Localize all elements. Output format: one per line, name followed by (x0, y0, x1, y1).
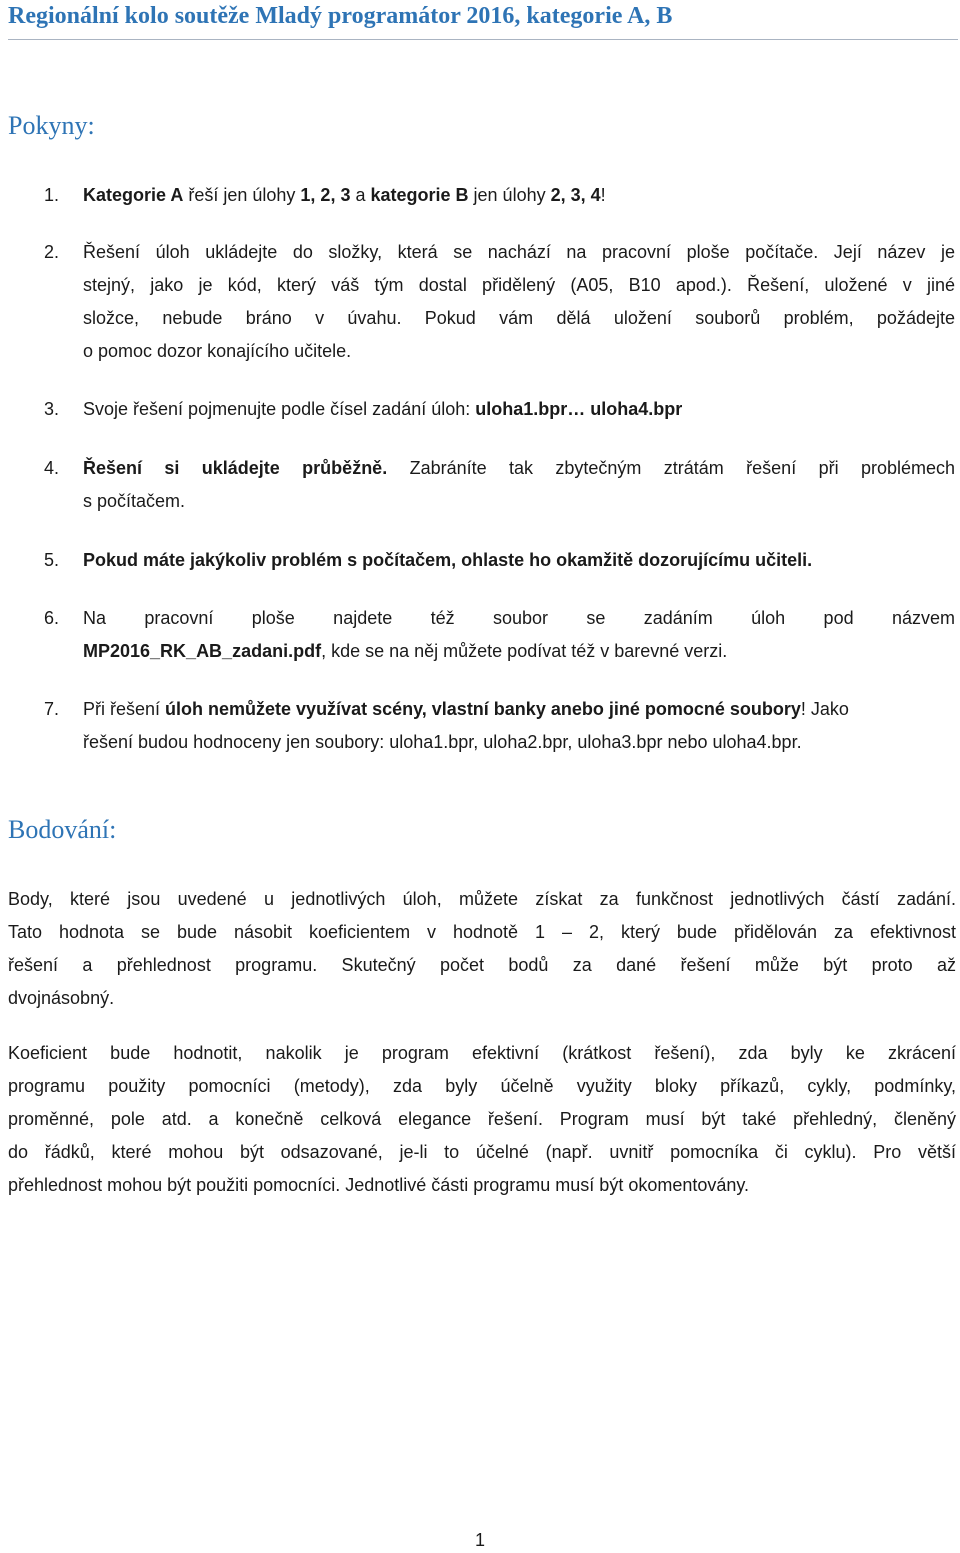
bold-text: 2, 3, 4 (550, 185, 601, 205)
text-line (83, 635, 955, 668)
title-divider (8, 39, 958, 40)
item-number: 2. (44, 242, 60, 262)
text-line: o pomoc dozor konajícího učitele. (83, 341, 352, 361)
text-run: Svoje řešení pojmenujte podle čísel zadání úloh: (83, 399, 476, 419)
item-number: 5. (44, 550, 60, 570)
text-line: Tato hodnota se bude násobit koeficientem v hodnotě 1 – 2, který bude přidělován za efektivnost (8, 922, 956, 942)
text-run: a (350, 185, 371, 205)
text-line: s počítačem. (83, 491, 186, 511)
item-text: Pokud máte jakýkoliv problém s počítačem, ohlaste ho okamžitě dozorujícímu učiteli. (83, 550, 813, 570)
text-line: dvojnásobný. (8, 988, 115, 1008)
bold-text: kategorie B (370, 185, 469, 205)
item-number: 6. (44, 608, 60, 628)
item-number: 3. (44, 399, 60, 419)
item-text (83, 693, 955, 759)
item-text (83, 393, 955, 426)
item-text (83, 452, 955, 518)
bold-text: 1, 2, 3 (300, 185, 351, 205)
text-run: ! (600, 185, 606, 205)
text-run: jen úlohy (468, 185, 551, 205)
text-line: programu použity pomocníci (metody), zda byly účelně využity bloky příkazů, cykly, podmínky, (8, 1076, 956, 1096)
bold-text: Kategorie A (83, 185, 184, 205)
text-run: ! Jako (800, 699, 849, 719)
text-line: složce, nebude bráno v úvahu. Pokud vám dělá uložení souborů problém, požádejte (83, 308, 955, 328)
item-text (83, 602, 955, 668)
text-line: Koeficient bude hodnotit, nakolik je program efektivní (krátkost řešení), zda byly ke zkrácení (8, 1043, 956, 1063)
text-line: řešení budou hodnoceny jen soubory: uloha1.bpr, uloha2.bpr, uloha3.bpr nebo uloha4.bpr. (83, 732, 802, 752)
text-line: řešení a přehlednost programu. Skutečný počet bodů za dané řešení může být proto až (8, 955, 956, 975)
text-line: proměnné, pole atd. a konečně celková elegance řešení. Program musí být také přehledný, členěný (8, 1109, 956, 1129)
text-line: přehlednost mohou být použiti pomocníci. Jednotlivé části programu musí být okomentovány. (8, 1175, 750, 1195)
text-line: Body, které jsou uvedené u jednotlivých úloh, můžete získat za funkčnost jednotlivých částí zadání. (8, 889, 956, 909)
bold-text: uloha1.bpr… uloha4.bpr (475, 399, 683, 419)
text-run: , kde se na něj můžete podívat též v barevné verzi. (321, 641, 728, 661)
text-run: Při řešení (83, 699, 166, 719)
text-line (83, 693, 955, 726)
scoring-heading: Bodování: (8, 815, 117, 844)
text-run: řeší jen úlohy (183, 185, 301, 205)
instructions-heading: Pokyny: (8, 111, 95, 140)
bold-text: úloh nemůžete využívat scény, vlastní banky anebo jiné pomocné soubory (165, 699, 801, 719)
document-title: Regionální kolo soutěže Mladý programátor 2016, kategorie A, B (8, 3, 673, 29)
text-line: stejný, jako je kód, který váš tým dostal přidělený (A05, B10 apod.). Řešení, uložené v jiné (83, 275, 955, 295)
text-line: Řešení úloh ukládejte do složky, která se nachází na pracovní ploše počítače. Její název je (83, 242, 955, 262)
bold-text: MP2016_RK_AB_zadani.pdf (83, 641, 322, 661)
text-line: Na pracovní ploše najdete též soubor se zadáním úloh pod názvem (83, 608, 955, 628)
text-line (83, 452, 955, 485)
item-number: 7. (44, 699, 60, 719)
scoring-paragraph-2 (8, 1037, 956, 1202)
bold-text: Řešení si ukládejte průběžně. (83, 458, 388, 478)
text-run: Zabráníte tak zbytečným ztrátám řešení při problémech (387, 458, 955, 478)
item-number: 1. (44, 185, 60, 205)
text-line: do řádků, které mohou být odsazované, je-li to účelné (např. uvnitř pomocníka či cyklu). Pro větší (8, 1142, 956, 1162)
scoring-paragraph-1 (8, 883, 956, 1015)
page-number: 1 (474, 1530, 485, 1550)
item-text (83, 236, 955, 368)
item-text (83, 179, 955, 212)
item-number: 4. (44, 458, 60, 478)
